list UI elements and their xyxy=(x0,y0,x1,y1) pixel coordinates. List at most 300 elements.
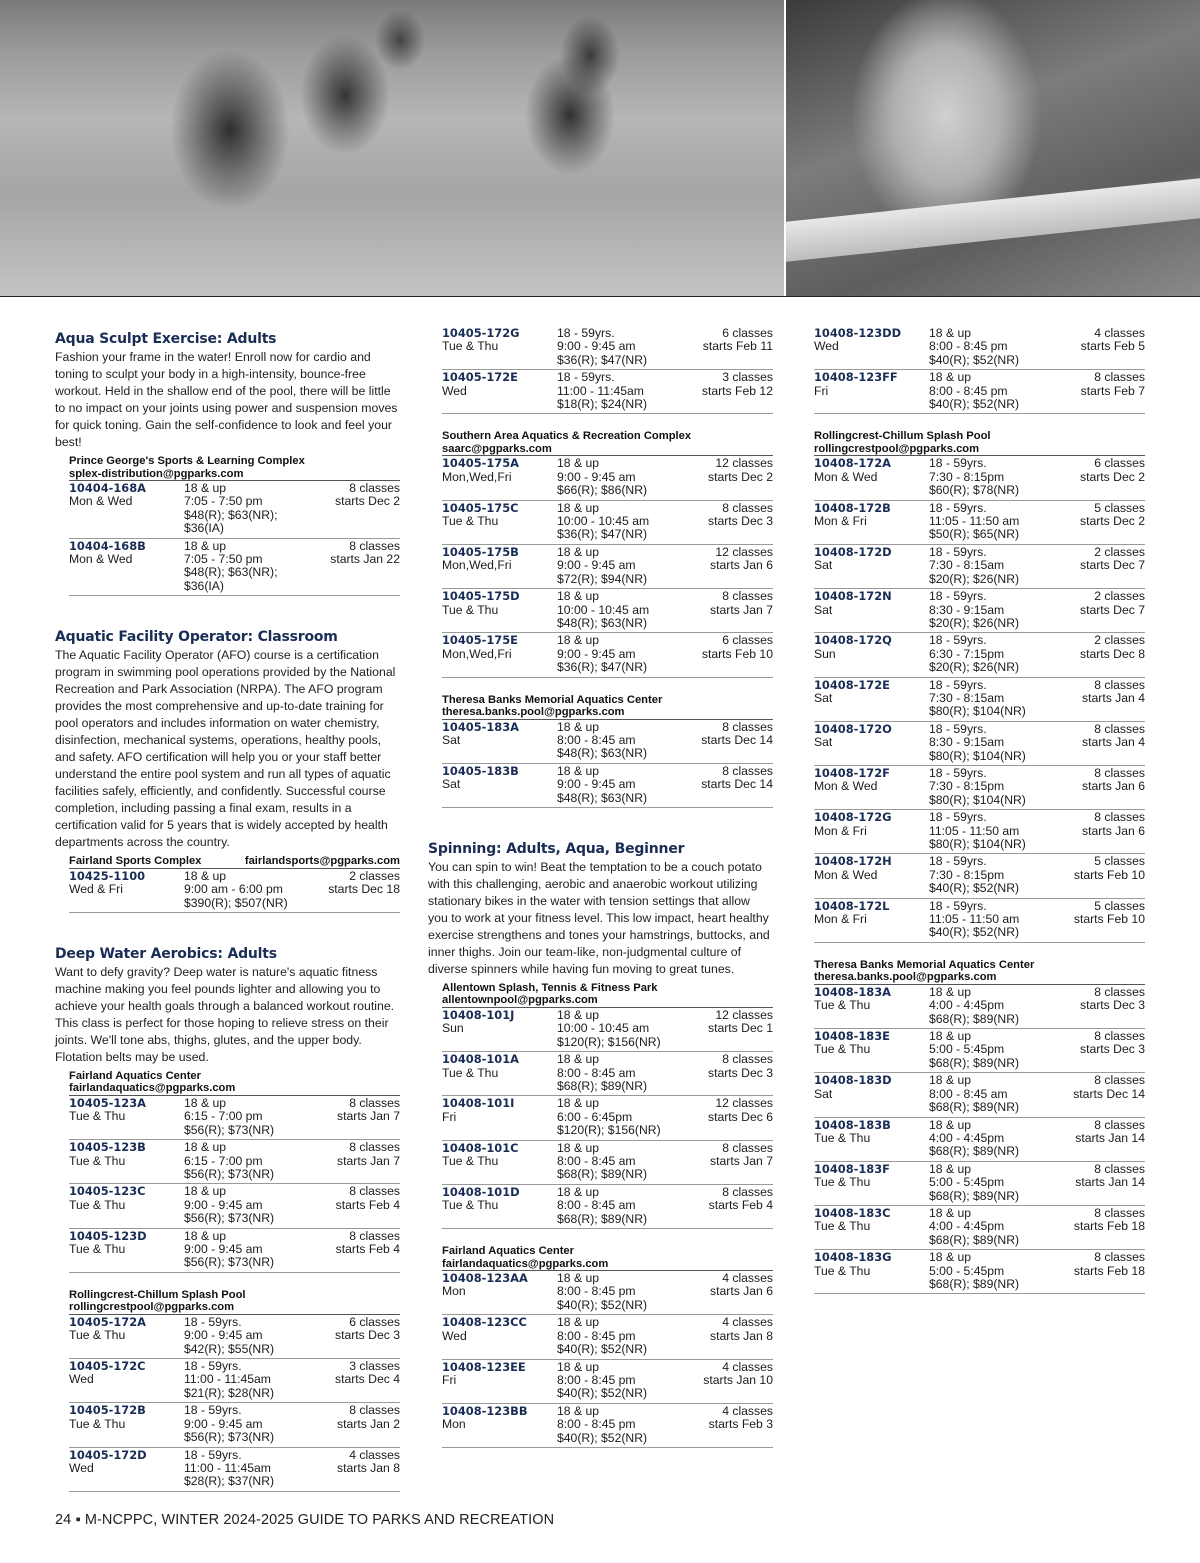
class-count: 8 classes xyxy=(1094,984,1145,999)
group-spacer xyxy=(800,414,1145,428)
class-fee: $40(R); $52(NR) xyxy=(557,1342,648,1357)
age-range: 18 & up xyxy=(929,1117,972,1132)
class-listing xyxy=(69,481,400,539)
age-range: 18 - 59yrs. xyxy=(184,1403,242,1418)
class-listing xyxy=(814,501,1145,545)
class-time: 9:00 - 9:45 am xyxy=(184,1328,263,1343)
program-description: Want to defy gravity? Deep water is nature's aquatic fitness machine making you feel pounds lighter and allowing you to achieve your health goals through a balanced workout routine. This class is perfect for those hoping to relieve stress on their joints. We'll tone abs, thighs, glutes, and the upper body. Flotation belts may be used. xyxy=(55,964,395,1064)
listing-schedule-cell xyxy=(1035,679,1145,719)
class-fee: $66(R); $86(NR) xyxy=(557,483,648,498)
age-range: 18 & up xyxy=(929,370,972,385)
class-time: 9:00 - 9:45 am xyxy=(557,558,636,573)
class-time: 6:15 - 7:00 pm xyxy=(184,1153,263,1168)
meeting-days: Mon,Wed,Fri xyxy=(442,558,512,573)
location-name: Southern Area Aquatics & Recreation Complex xyxy=(442,430,692,443)
class-time: 10:00 - 10:45 am xyxy=(557,514,650,529)
meeting-days: Mon & Wed xyxy=(69,494,133,509)
listing-schedule-cell xyxy=(1035,855,1145,895)
listing-id-cell xyxy=(442,590,557,630)
location-email: fairlandsports@pgparks.com xyxy=(244,855,400,868)
location-name: Theresa Banks Memorial Aquatics Center xyxy=(814,958,1035,971)
listing-id-cell xyxy=(69,1360,184,1400)
class-listing xyxy=(814,589,1145,633)
location-name: Allentown Splash, Tennis & Fitness Park xyxy=(442,981,658,994)
location-header xyxy=(442,1243,773,1271)
meeting-days: Wed xyxy=(442,1328,467,1343)
class-fee: $68(R); $89(NR) xyxy=(929,1100,1020,1115)
class-time: 8:00 - 8:45 pm xyxy=(557,1328,636,1343)
meeting-days: Mon & Wed xyxy=(69,552,133,567)
listing-schedule-cell xyxy=(290,1141,400,1181)
class-time: 9:00 am - 6:00 pm xyxy=(184,882,283,897)
activity-code: 10408-123BB xyxy=(442,1403,528,1418)
class-count: 6 classes xyxy=(722,633,773,648)
listing-schedule-cell xyxy=(663,1009,773,1049)
listing-schedule-cell xyxy=(663,1316,773,1356)
class-time: 7:30 - 8:15pm xyxy=(929,867,1005,882)
meeting-days: Mon & Wed xyxy=(814,469,878,484)
listing-schedule-cell xyxy=(290,540,400,594)
listing-details-cell xyxy=(184,1230,290,1270)
listing-id-cell xyxy=(442,327,557,367)
age-range: 18 & up xyxy=(557,544,600,559)
class-listing xyxy=(814,1029,1145,1073)
listing-id-cell xyxy=(442,1186,557,1226)
activity-code: 10408-123DD xyxy=(814,326,902,340)
senior-swimmer-photo xyxy=(786,0,1200,296)
class-listing xyxy=(814,456,1145,500)
listing-id-cell xyxy=(442,1097,557,1137)
listing-details-cell xyxy=(557,1097,663,1137)
listing-details-cell xyxy=(929,457,1035,497)
meeting-days: Mon & Fri xyxy=(814,514,867,529)
listing-schedule-cell xyxy=(1035,546,1145,586)
group-spacer xyxy=(55,1492,400,1506)
listing-details-cell xyxy=(929,1119,1035,1159)
location-email: rollingcrestpool@pgparks.com xyxy=(69,1301,235,1314)
class-listing xyxy=(442,501,773,545)
class-count: 8 classes xyxy=(722,1052,773,1067)
activity-code: 10408-172B xyxy=(814,500,891,515)
listing-id-cell xyxy=(442,1272,557,1312)
listing-schedule-cell xyxy=(1035,1207,1145,1247)
class-time: 9:00 - 9:45 am xyxy=(557,646,636,661)
class-count: 8 classes xyxy=(349,1184,400,1199)
location-header xyxy=(69,1068,400,1096)
meeting-days: Sat xyxy=(814,1086,833,1101)
start-date: starts Jan 4 xyxy=(1082,690,1145,705)
meeting-days: Mon,Wed,Fri xyxy=(442,646,512,661)
activity-code: 10408-172F xyxy=(814,765,890,780)
listing-details-cell xyxy=(557,1186,663,1226)
start-date: starts Dec 14 xyxy=(701,777,773,792)
program-title: Spinning: Adults, Aqua, Beginner xyxy=(428,840,685,857)
activity-code: 10405-172E xyxy=(442,370,518,385)
meeting-days: Tue & Thu xyxy=(442,1065,499,1080)
class-listing xyxy=(69,539,400,597)
age-range: 18 & up xyxy=(929,984,972,999)
listing-details-cell xyxy=(184,1449,290,1489)
listing-id-cell xyxy=(69,1141,184,1181)
listing-id-cell xyxy=(69,1230,184,1270)
listing-details-cell xyxy=(557,765,663,805)
start-date: starts Dec 3 xyxy=(1079,1042,1145,1057)
class-fee: $68(R); $89(NR) xyxy=(929,1055,1020,1070)
class-fee: $68(R); $89(NR) xyxy=(929,1232,1020,1247)
start-date: starts Feb 18 xyxy=(1073,1219,1145,1234)
listing-details-cell xyxy=(184,1097,290,1137)
class-time: 8:00 - 8:45 pm xyxy=(557,1372,636,1387)
class-count: 12 classes xyxy=(715,544,773,559)
activity-code: 10408-123EE xyxy=(442,1359,526,1374)
class-fee: $120(R); $156(NR) xyxy=(557,1034,661,1049)
listing-id-cell xyxy=(814,679,929,719)
class-listing xyxy=(442,1404,773,1448)
listing-details-cell xyxy=(557,1142,663,1182)
class-fee: $40(R); $52(NR) xyxy=(929,881,1020,896)
class-count: 4 classes xyxy=(722,1315,773,1330)
program-title: Deep Water Aerobics: Adults xyxy=(55,945,277,962)
listing-schedule-cell xyxy=(1035,371,1145,411)
class-fee: $40(R); $52(NR) xyxy=(929,352,1020,367)
class-listing xyxy=(442,764,773,808)
location-name: Fairland Aquatics Center xyxy=(69,1069,201,1082)
class-count: 6 classes xyxy=(349,1314,400,1329)
listing-schedule-cell xyxy=(663,546,773,586)
class-count: 8 classes xyxy=(722,1140,773,1155)
start-date: starts Dec 14 xyxy=(701,732,773,747)
activity-code: 10408-183F xyxy=(814,1161,890,1176)
class-time: 5:00 - 5:45pm xyxy=(929,1263,1005,1278)
location-header xyxy=(69,453,400,481)
start-date: starts Feb 11 xyxy=(702,339,773,354)
listing-id-cell xyxy=(442,1316,557,1356)
class-fee: $60(R); $78(NR) xyxy=(929,483,1020,498)
activity-code: 10408-172E xyxy=(814,677,890,692)
listing-details-cell xyxy=(929,546,1035,586)
meeting-days: Sat xyxy=(442,732,461,747)
program-description: The Aquatic Facility Operator (AFO) course is a certification program in swimming pool operations provided by the National Recreation and Park Association (NRPA). The AFO program provides the most comprehensive and up-to-date training for pool operators and includes information on water chemistry, disinfection, mechanical systems, operations, healthy pools, and safety. AFO certification will help you or your staff better understand the entire pool system and run all types of aquatic facilities safely, efficiently, and confidently. Successful course completion, including passing a final exam, results in a certification valid for 5 years that is widely accepted by health departments across the country. xyxy=(55,648,396,850)
age-range: 18 & up xyxy=(557,1052,600,1067)
listing-id-cell xyxy=(442,371,557,411)
meeting-days: Wed xyxy=(69,1460,94,1475)
age-range: 18 & up xyxy=(557,456,600,471)
listing-details-cell xyxy=(557,1009,663,1049)
listing-schedule-cell xyxy=(290,1230,400,1270)
listing-details-cell xyxy=(929,1251,1035,1291)
right-column xyxy=(800,326,1145,1308)
activity-code: 10405-172G xyxy=(442,326,520,340)
activity-code: 10405-172A xyxy=(69,1314,146,1329)
program-title: Aqua Sculpt Exercise: Adults xyxy=(55,331,277,347)
listing-details-cell xyxy=(929,986,1035,1026)
listing-schedule-cell xyxy=(290,1449,400,1489)
activity-code: 10408-172D xyxy=(814,544,892,559)
activity-code: 10408-183A xyxy=(814,984,891,999)
location-email: allentownpool@pgparks.com xyxy=(442,994,598,1007)
listing-schedule-cell xyxy=(1035,634,1145,674)
class-listing xyxy=(69,1448,400,1492)
listing-schedule-cell xyxy=(663,371,773,411)
class-count: 6 classes xyxy=(1094,456,1145,471)
start-date: starts Dec 14 xyxy=(1073,1086,1145,1101)
activity-code: 10405-183B xyxy=(442,763,519,778)
class-fee: $48(R); $63(NR); $36(IA) xyxy=(184,507,278,536)
class-listing xyxy=(814,766,1145,810)
start-date: starts Feb 12 xyxy=(701,383,773,398)
group-spacer xyxy=(428,414,773,428)
class-time: 8:00 - 8:45 pm xyxy=(557,1284,636,1299)
listing-details-cell xyxy=(184,1360,290,1400)
start-date: starts Dec 3 xyxy=(707,1065,773,1080)
class-count: 8 classes xyxy=(722,763,773,778)
age-range: 18 - 59yrs. xyxy=(557,370,615,385)
class-count: 8 classes xyxy=(1094,1117,1145,1132)
meeting-days: Mon & Fri xyxy=(814,823,867,838)
activity-code: 10405-123C xyxy=(69,1184,146,1199)
start-date: starts Dec 1 xyxy=(707,1021,773,1036)
activity-code: 10408-172H xyxy=(814,854,892,869)
start-date: starts Dec 4 xyxy=(334,1372,400,1387)
class-time: 7:30 - 8:15pm xyxy=(929,469,1005,484)
start-date: starts Jan 2 xyxy=(337,1416,400,1431)
meeting-days: Tue & Thu xyxy=(69,1197,126,1212)
class-listing xyxy=(442,545,773,589)
listing-details-cell xyxy=(557,546,663,586)
location-email: splex-distribution@pgparks.com xyxy=(69,467,244,480)
section-spacer xyxy=(55,927,400,941)
class-count: 8 classes xyxy=(349,481,400,495)
class-time: 8:00 - 8:45 am xyxy=(929,1086,1008,1101)
listing-details-cell xyxy=(557,371,663,411)
start-date: starts Dec 2 xyxy=(334,494,400,509)
activity-code: 10408-183C xyxy=(814,1205,891,1220)
listing-schedule-cell xyxy=(1035,986,1145,1026)
class-listing xyxy=(442,720,773,764)
class-listing xyxy=(442,456,773,500)
age-range: 18 & up xyxy=(557,633,600,648)
meeting-days: Wed xyxy=(442,383,467,398)
listing-schedule-cell xyxy=(663,590,773,630)
activity-code: 10408-172O xyxy=(814,721,892,736)
listing-schedule-cell xyxy=(290,1316,400,1356)
class-fee: $68(R); $89(NR) xyxy=(557,1079,648,1093)
start-date: starts Jan 6 xyxy=(1082,779,1145,794)
age-range: 18 - 59yrs. xyxy=(929,677,987,692)
listing-schedule-cell xyxy=(663,765,773,805)
start-date: starts Jan 7 xyxy=(710,602,773,617)
class-time: 6:00 - 6:45pm xyxy=(557,1109,633,1124)
class-listing xyxy=(814,1118,1145,1162)
age-range: 18 - 59yrs. xyxy=(557,326,615,340)
listing-id-cell xyxy=(442,634,557,674)
start-date: starts Feb 3 xyxy=(708,1417,773,1432)
location-email: rollingcrestpool@pgparks.com xyxy=(814,442,980,455)
class-time: 4:00 - 4:45pm xyxy=(929,1130,1005,1145)
listing-id-cell xyxy=(69,1404,184,1444)
meeting-days: Tue & Thu xyxy=(442,514,499,529)
age-range: 18 & up xyxy=(557,500,600,515)
class-fee: $18(R); $24(NR) xyxy=(557,397,648,412)
activity-code: 10405-123D xyxy=(69,1228,147,1243)
age-range: 18 & up xyxy=(557,1096,600,1111)
location-header xyxy=(814,428,1145,456)
class-count: 12 classes xyxy=(715,456,773,471)
listing-details-cell xyxy=(557,1405,663,1445)
meeting-days: Tue & Thu xyxy=(69,1328,126,1343)
age-range: 18 - 59yrs. xyxy=(929,500,987,515)
listing-details-cell xyxy=(557,1361,663,1401)
listing-details-cell xyxy=(184,1316,290,1356)
class-time: 8:00 - 8:45 am xyxy=(557,732,636,747)
class-count: 2 classes xyxy=(349,868,400,883)
class-fee: $50(R); $65(NR) xyxy=(929,527,1020,542)
meeting-days: Tue & Thu xyxy=(814,1130,871,1145)
class-time: 6:30 - 7:15pm xyxy=(929,646,1005,661)
class-fee: $80(R); $104(NR) xyxy=(929,704,1026,719)
meeting-days: Mon & Wed xyxy=(814,867,878,882)
class-time: 7:30 - 8:15am xyxy=(929,558,1005,573)
class-count: 8 classes xyxy=(722,500,773,515)
age-range: 18 & up xyxy=(929,1161,972,1176)
start-date: starts Dec 3 xyxy=(707,514,773,529)
age-range: 18 - 59yrs. xyxy=(929,810,987,825)
class-fee: $68(R); $89(NR) xyxy=(557,1167,648,1182)
class-listing xyxy=(69,1359,400,1403)
listing-id-cell xyxy=(69,1449,184,1489)
age-range: 18 - 59yrs. xyxy=(929,854,987,869)
class-count: 4 classes xyxy=(349,1447,400,1462)
location-header xyxy=(814,957,1145,985)
meeting-days: Mon xyxy=(442,1417,466,1432)
age-range: 18 & up xyxy=(929,1029,972,1044)
program-description: You can spin to win! Beat the temptation to be a couch potato with this challenging, aerobic and anaerobic workout utilizing stationary bikes in the water with tension settings that allow you to work at your fitness level. This low impact, heart healthy exercise strengthens and tones your hamstrings, buttocks, and inner thighs. Join our team-like, non-judgmental culture of diverse spinners while having fun moving to great tunes. xyxy=(428,859,770,976)
location-email: theresa.banks.pool@pgparks.com xyxy=(442,706,625,719)
meeting-days: Tue & Thu xyxy=(442,602,499,617)
start-date: starts Dec 3 xyxy=(1079,998,1145,1013)
class-listing xyxy=(814,1162,1145,1206)
meeting-days: Tue & Thu xyxy=(442,339,499,354)
class-fee: $40(R); $52(NR) xyxy=(929,925,1020,940)
class-fee: $68(R); $89(NR) xyxy=(929,1276,1020,1291)
start-date: starts Dec 2 xyxy=(707,469,773,484)
activity-code: 10405-183A xyxy=(442,719,519,734)
class-listing xyxy=(442,370,773,414)
age-range: 18 - 59yrs. xyxy=(929,544,987,559)
listing-schedule-cell xyxy=(663,457,773,497)
listing-id-cell xyxy=(442,721,557,761)
listing-id-cell xyxy=(69,540,184,594)
meeting-days: Wed xyxy=(69,1372,94,1387)
class-time: 5:00 - 5:45pm xyxy=(929,1042,1005,1057)
activity-code: 10408-172Q xyxy=(814,633,892,648)
age-range: 18 & up xyxy=(557,589,600,604)
class-time: 7:05 - 7:50 pm xyxy=(184,494,263,509)
class-count: 8 classes xyxy=(1094,677,1145,692)
listing-details-cell xyxy=(184,870,290,910)
group-spacer xyxy=(428,808,773,822)
activity-code: 10408-123FF xyxy=(814,370,898,385)
class-time: 8:00 - 8:45 pm xyxy=(929,383,1008,398)
class-count: 8 classes xyxy=(1094,1073,1145,1088)
meeting-days: Mon & Fri xyxy=(814,912,867,927)
class-fee: $80(R); $104(NR) xyxy=(929,837,1026,851)
listing-schedule-cell xyxy=(663,502,773,542)
class-listing xyxy=(814,545,1145,589)
class-count: 2 classes xyxy=(1094,589,1145,604)
middle-column xyxy=(428,326,773,1462)
class-fee: $72(R); $94(NR) xyxy=(557,571,648,586)
page-footer: 24 ▪ M-NCPPC, WINTER 2024-2025 GUIDE TO PARKS AND RECREATION xyxy=(55,1512,555,1528)
age-range: 18 & up xyxy=(184,1184,227,1199)
listing-id-cell xyxy=(442,1009,557,1049)
listing-details-cell xyxy=(557,327,663,367)
listing-schedule-cell xyxy=(1035,811,1145,851)
class-time: 4:00 - 4:45pm xyxy=(929,1219,1005,1234)
class-count: 8 classes xyxy=(1094,370,1145,385)
group-spacer xyxy=(800,1294,1145,1308)
listing-id-cell xyxy=(814,811,929,851)
activity-code: 10405-175D xyxy=(442,589,520,604)
listing-schedule-cell xyxy=(1035,767,1145,807)
age-range: 18 & up xyxy=(184,1228,227,1243)
listing-schedule-cell xyxy=(663,1186,773,1226)
activity-code: 10408-172A xyxy=(814,456,891,471)
class-listing xyxy=(814,854,1145,898)
meeting-days: Tue & Thu xyxy=(69,1109,126,1124)
listing-details-cell xyxy=(557,457,663,497)
class-listing xyxy=(442,1096,773,1140)
activity-code: 10405-172D xyxy=(69,1447,147,1462)
class-listing xyxy=(814,1250,1145,1294)
class-listing xyxy=(442,589,773,633)
group-spacer xyxy=(428,1229,773,1243)
listing-id-cell xyxy=(814,634,929,674)
listing-id-cell xyxy=(814,1251,929,1291)
class-fee: $36(R); $47(NR) xyxy=(557,660,648,675)
listing-details-cell xyxy=(929,1030,1035,1070)
meeting-days: Tue & Thu xyxy=(442,1198,499,1213)
listing-schedule-cell xyxy=(663,634,773,674)
class-count: 6 classes xyxy=(722,326,773,340)
class-fee: $28(R); $37(NR) xyxy=(184,1474,275,1489)
class-listing xyxy=(814,810,1145,854)
section-spacer xyxy=(55,610,400,624)
class-listing xyxy=(69,1229,400,1273)
class-count: 8 classes xyxy=(349,1140,400,1155)
age-range: 18 & up xyxy=(557,763,600,778)
listing-id-cell xyxy=(442,457,557,497)
meeting-days: Tue & Thu xyxy=(814,1219,871,1234)
class-time: 11:05 - 11:50 am xyxy=(929,514,1020,529)
listing-schedule-cell xyxy=(1035,1251,1145,1291)
age-range: 18 & up xyxy=(557,1403,600,1418)
start-date: starts Dec 3 xyxy=(334,1328,400,1343)
class-time: 8:30 - 9:15am xyxy=(929,602,1005,617)
listing-id-cell xyxy=(442,1142,557,1182)
class-fee: $390(R); $507(NR) xyxy=(184,895,288,910)
listing-details-cell xyxy=(929,767,1035,807)
activity-code: 10408-183E xyxy=(814,1029,890,1044)
class-fee: $56(R); $73(NR) xyxy=(184,1167,275,1181)
class-fee: $48(R); $63(NR) xyxy=(557,790,648,805)
listing-id-cell xyxy=(814,1207,929,1247)
group-spacer xyxy=(55,913,400,927)
start-date: starts Jan 14 xyxy=(1075,1130,1145,1145)
meeting-days: Fri xyxy=(442,1372,457,1387)
location-header xyxy=(442,428,773,456)
listing-schedule-cell xyxy=(1035,1074,1145,1114)
